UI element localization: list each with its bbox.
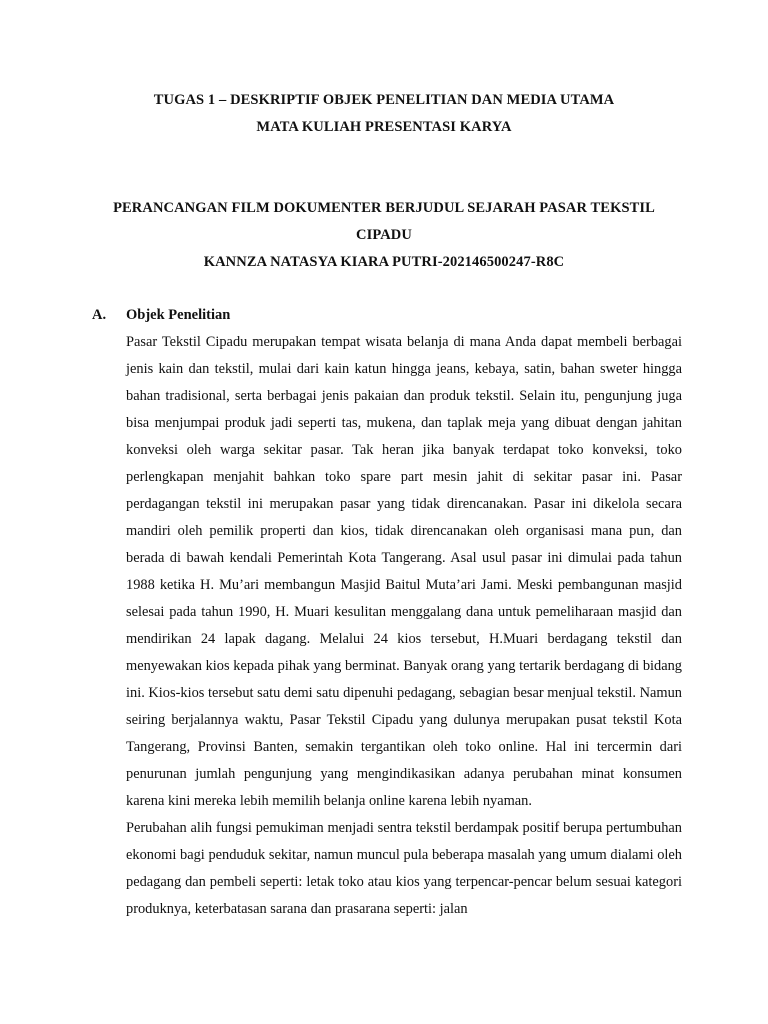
project-title-line1: PERANCANGAN FILM DOKUMENTER BERJUDUL SEJARAH PASAR TEKSTIL — [113, 200, 655, 216]
body-paragraph: Pasar Tekstil Cipadu merupakan tempat wisata belanja di mana Anda dapat membeli berbagai jenis kain dan tekstil, mulai dari kain katun hingga jeans, kebaya, satin, bahan sweter hingga bahan tradisional, serta berbagai jenis pakaian dan produk tekstil. Selain itu, pengunjung juga bisa menjumpai produk jadi seperti tas, mukena, dan taplak meja yang dibuat dengan jahitan konveksi oleh warga sekitar pasar. Tak heran jika banyak terdapat toko konveksi, toko perlengkapan menjahit bahkan toko spare part mesin jahit di sekitar pasar ini. Pasar perdagangan tekstil ini merupakan pasar yang tidak direncanakan. Pasar ini dikelola secara mandiri oleh pemilik properti dan kios, tidak direncanakan oleh organisasi mana pun, dan berada di bawah kendali Pemerintah Kota Tangerang. Asal usul pasar ini dimulai pada tahun 1988 ketika H. Mu’ari membangun Masjid Baitul Muta’ari Jami. Meski pembangunan masjid selesai pada tahun 1990, H. Muari kesulitan menggalang dana untuk pemeliharaan masjid dan mendirikan 24 lapak dagang. Melalui 24 kios tersebut, H.Muari berdagang tekstil dan menyewakan kios kepada pihak yang berminat. Banyak orang yang tertarik berdagang di bidang ini. Kios-kios tersebut satu demi satu dipenuhi pedagang, sebagian besar menjual tekstil. Namun seiring berjalannya waktu, Pasar Tekstil Cipadu yang dulunya merupakan pusat tekstil Kota Tangerang, Provinsi Banten, semakin tergantikan oleh toko online. Hal ini tercermin dari penurunan jumlah pengunjung yang mengindikasikan adanya perubahan minat konsumen karena kini mereka lebih memilih belanja online karena lebih nyaman. — [126, 334, 682, 809]
author-line: KANNZA NATASYA KIARA PUTRI-202146500247-R8C — [203, 254, 565, 270]
course-title: MATA KULIAH PRESENTASI KARYA — [256, 119, 512, 135]
section-letter: A. — [92, 307, 107, 323]
body-paragraph: Perubahan alih fungsi pemukiman menjadi sentra tekstil berdampak positif berupa pertumbuhan ekonomi bagi penduduk sekitar, namun muncul pula beberapa masalah yang umum dialami oleh pedagang dan pembeli seperti: letak toko atau kios yang terpencar-pencar belum sesuai kategori produknya, keterbatasan sarana dan prasarana seperti: jalan — [126, 820, 682, 917]
assignment-title: TUGAS 1 – DESKRIPTIF OBJEK PENELITIAN DAN MEDIA UTAMA — [153, 92, 615, 108]
project-title-line2: CIPADU — [356, 227, 412, 243]
section-heading: Objek Penelitian — [126, 307, 231, 323]
